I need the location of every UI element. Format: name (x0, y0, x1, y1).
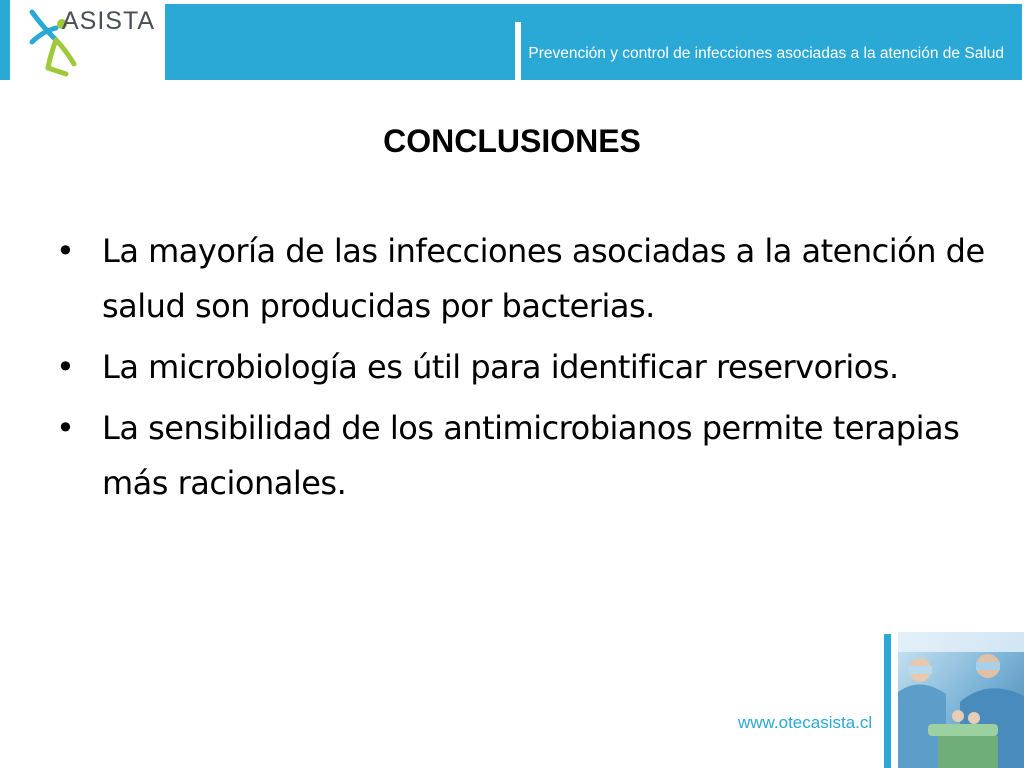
bullet-icon: • (56, 348, 75, 386)
bullet-text: La sensibilidad de los antimicrobianos permite terapias más racionales. (102, 409, 960, 502)
bullet-item (56, 401, 986, 511)
bullet-item (56, 224, 986, 334)
footer-url-link[interactable]: www.otecasista.cl (738, 713, 873, 732)
header-bar (165, 4, 1022, 80)
footer-accent-stripe (884, 634, 891, 768)
logo-wordmark: ASISTA (62, 7, 156, 35)
bullet-list (56, 224, 986, 517)
bullet-text: La microbiología es útil para identificar reservorios. (102, 348, 899, 386)
header-title: Prevención y control de infecciones asociadas a la atención de Salud (528, 45, 1004, 62)
bullet-text: La mayoría de las infecciones asociadas a la atención de salud son producidas por bacterias. (102, 232, 985, 325)
bullet-item (56, 340, 986, 395)
left-accent-stripe (0, 0, 10, 80)
slide-heading: CONCLUSIONES (383, 123, 641, 159)
bullet-icon: • (56, 232, 75, 270)
asista-logo (26, 4, 166, 78)
surgical-team-photo-icon (898, 632, 1024, 768)
header-divider (515, 22, 521, 82)
bullet-icon: • (56, 409, 75, 447)
